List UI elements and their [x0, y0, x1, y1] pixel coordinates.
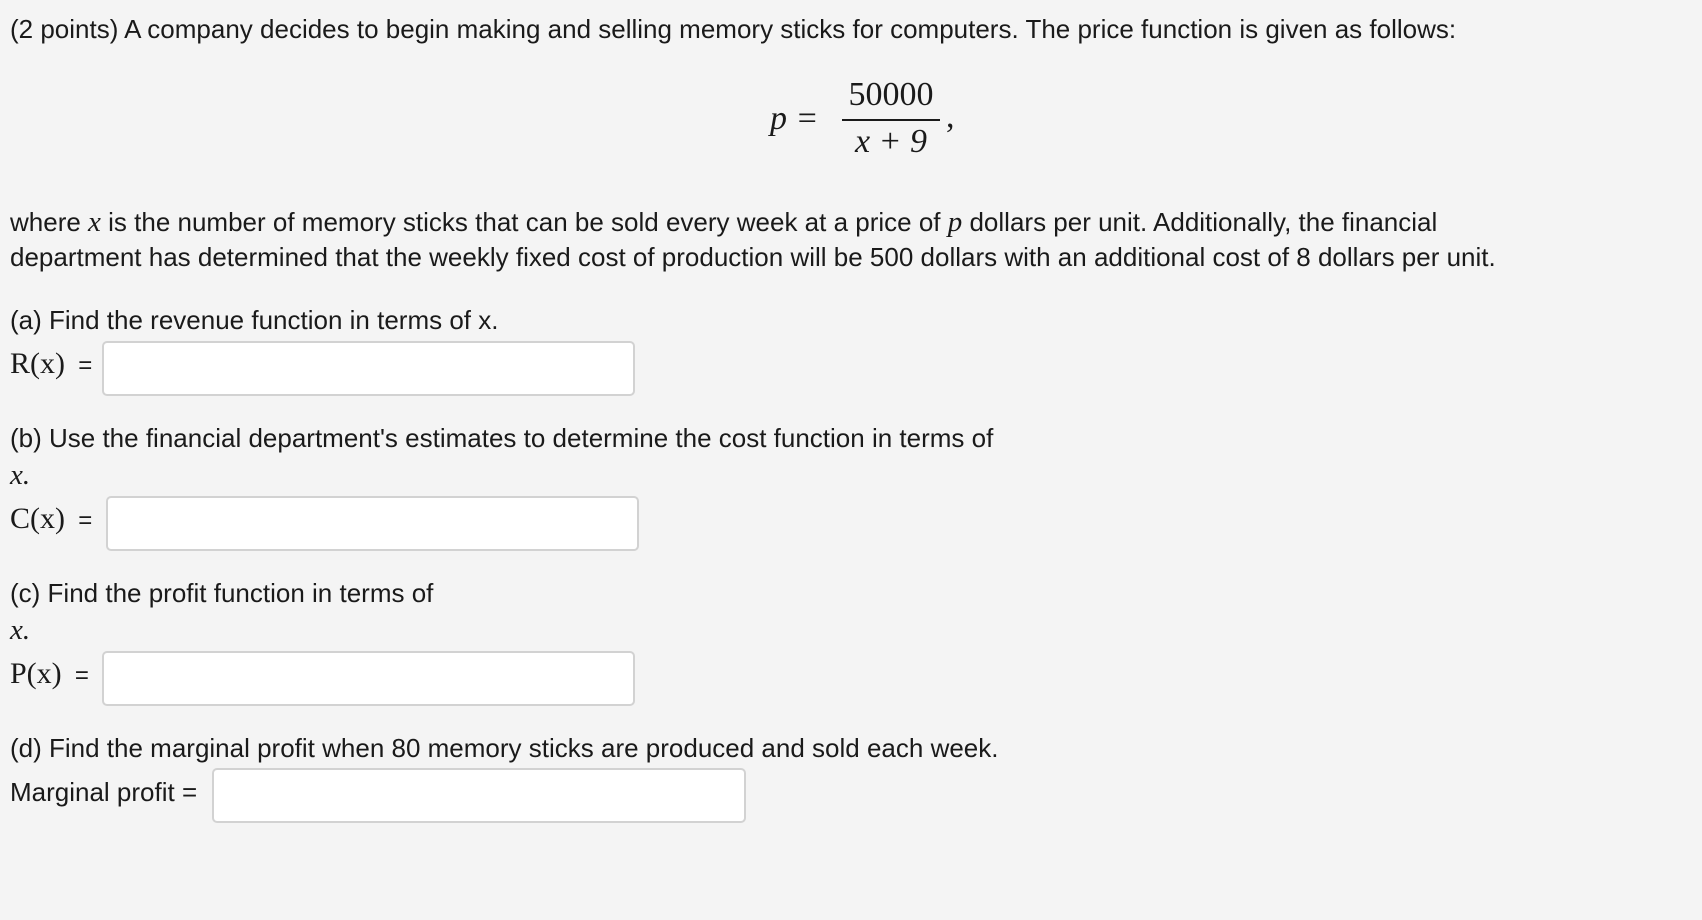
problem-intro: (2 points) A company decides to begin making and selling memory sticks for computers. The price function is given as follows:: [10, 14, 1457, 44]
formula-denominator: x + 9: [854, 123, 928, 160]
variable-x: x: [88, 206, 101, 238]
formula-numerator: 50000: [848, 76, 934, 113]
part-a-label-group: [10, 347, 92, 381]
cost-answer-field[interactable]: [106, 496, 639, 551]
part-a-question: (a) Find the revenue function in terms of x.: [10, 305, 499, 335]
part-b-label: C(x): [10, 502, 65, 535]
part-a-equals: =: [78, 352, 93, 379]
paragraph-line-1: [10, 205, 1437, 240]
variable-p: p: [947, 206, 963, 238]
part-a-label: R(x): [10, 347, 65, 380]
part-c-label: P(x): [10, 657, 62, 690]
part-d-question: (d) Find the marginal profit when 80 memory sticks are produced and sold each week.: [10, 733, 999, 763]
part-c-equals: =: [74, 662, 89, 689]
revenue-answer-field[interactable]: [102, 341, 635, 396]
para-text-2: is the number of memory sticks that can be sold every week at a price of: [100, 207, 948, 237]
para-text-3: dollars per unit. Additionally, the financial: [962, 207, 1438, 237]
part-b-equals: =: [78, 507, 93, 534]
part-b-label-group: [10, 502, 92, 536]
fraction-bar: [842, 119, 940, 121]
part-c-label-group: [10, 657, 89, 691]
part-c-question: (c) Find the profit function in terms of: [10, 578, 434, 608]
part-d-label: Marginal profit =: [10, 777, 198, 807]
formula-lhs: p =: [770, 100, 819, 137]
part-b-question: (b) Use the financial department's estimates to determine the cost function in terms of: [10, 423, 994, 453]
part-c-variable: x.: [10, 614, 31, 646]
paragraph-line-2: department has determined that the weekly fixed cost of production will be 500 dollars with an additional cost of 8 dollars per unit.: [10, 242, 1496, 272]
profit-answer-field[interactable]: [102, 651, 635, 706]
marginal-profit-answer-field[interactable]: [212, 768, 746, 823]
para-text-1: where: [10, 207, 89, 237]
formula-comma: ,: [946, 98, 955, 135]
part-b-variable: x.: [10, 459, 31, 491]
